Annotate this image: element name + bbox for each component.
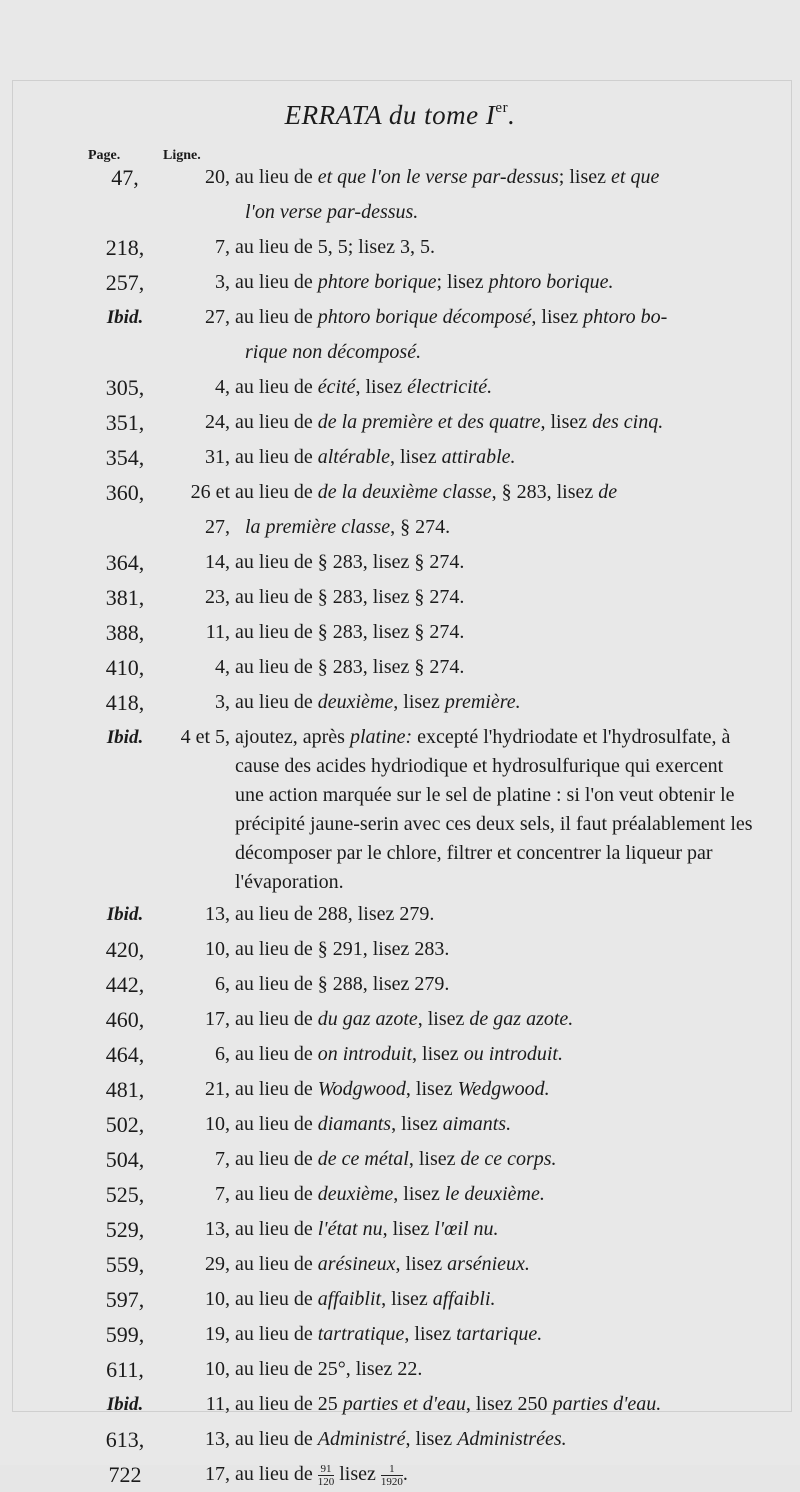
italic-text: attirable. (441, 446, 516, 468)
text: au lieu de (235, 1008, 318, 1030)
text: au lieu de (235, 481, 318, 503)
line-number: 6, (215, 973, 230, 995)
italic-text: phtore borique (317, 271, 437, 293)
text: au lieu de § 291, lisez 283. (235, 938, 450, 960)
text: au lieu de (235, 1428, 318, 1450)
line-number: 10, (205, 1288, 230, 1310)
text: au lieu de (235, 1463, 318, 1485)
errata-row (0, 1247, 800, 1282)
page-number: 502, (105, 1112, 145, 1137)
text: au lieu de (235, 1288, 318, 1310)
page-number: 525, (105, 1182, 145, 1207)
text: au lieu de (235, 1183, 318, 1205)
correction-text (235, 545, 755, 580)
correction-text (235, 897, 755, 932)
errata-row (0, 1317, 800, 1352)
errata-row (0, 1387, 800, 1422)
page-number: Ibid. (106, 904, 144, 925)
italic-text: de la deuxième classe (317, 481, 492, 503)
page-number: 305, (105, 375, 145, 400)
text: ; lisez (558, 166, 612, 188)
errata-row (0, 160, 800, 230)
continuation-line (235, 510, 755, 545)
line-number: 24, (205, 411, 230, 433)
correction-text (235, 1282, 755, 1317)
line-number: 20, (205, 166, 230, 188)
text: au lieu de (235, 271, 318, 293)
correction-text (235, 1212, 755, 1247)
italic-text: on introduit (317, 1043, 413, 1065)
italic-text: l'état nu (317, 1218, 383, 1240)
errata-row (0, 897, 800, 932)
fraction-denominator: 1920 (380, 1475, 403, 1488)
page-number: 613, (105, 1427, 145, 1452)
text: , lisez (408, 1148, 461, 1170)
text: ajoutez, après (235, 726, 350, 748)
page-number: 504, (105, 1147, 145, 1172)
page-title (0, 100, 800, 131)
text: au lieu de (235, 411, 318, 433)
italic-text: de (598, 481, 618, 503)
page-number: 420, (105, 937, 145, 962)
errata-row (0, 1457, 800, 1492)
errata-row (0, 1422, 800, 1457)
fraction-denominator: 120 (317, 1475, 335, 1488)
correction-text (235, 1072, 755, 1107)
page-number: 47, (111, 165, 139, 190)
errata-row (0, 967, 800, 1002)
fraction (381, 1463, 403, 1488)
page-number: 559, (105, 1252, 145, 1277)
title-sup: er (495, 100, 509, 116)
correction-text (235, 440, 755, 475)
errata-row (0, 932, 800, 967)
text: , lisez (405, 1078, 458, 1100)
page-number: 442, (105, 972, 145, 997)
text: au lieu de (235, 166, 318, 188)
correction-text (235, 685, 755, 720)
correction-text (235, 1142, 755, 1177)
correction-text (235, 650, 755, 685)
continuation-line (235, 335, 755, 370)
errata-row (0, 650, 800, 685)
text: au lieu de (235, 1148, 318, 1170)
italic-text: électricité. (407, 376, 493, 398)
text: , § 283, lisez (491, 481, 599, 503)
italic-text: Administré (317, 1428, 406, 1450)
text: au lieu de (235, 1218, 318, 1240)
line-number: 3, (215, 271, 230, 293)
text: au lieu de 25°, lisez 22. (235, 1358, 423, 1380)
line-number: 10, (205, 938, 230, 960)
correction-text (235, 615, 755, 650)
italic-text: rique non décomposé. (245, 341, 422, 363)
line-number: 6, (215, 1043, 230, 1065)
italic-text: ou introduit. (463, 1043, 563, 1065)
text: , lisez (355, 376, 408, 398)
text: , lisez (389, 446, 442, 468)
italic-text: de la première et des quatre (317, 411, 541, 433)
text: , lisez 250 (465, 1393, 553, 1415)
italic-text: l'œil nu. (434, 1218, 499, 1240)
italic-text: de ce corps. (460, 1148, 557, 1170)
title-end: . (508, 100, 516, 130)
italic-text: Administrées. (457, 1428, 567, 1450)
line-number: 4 et 5, (180, 726, 230, 748)
errata-row (0, 405, 800, 440)
italic-text: tartarique. (456, 1323, 543, 1345)
text: au lieu de (235, 1113, 318, 1135)
text: au lieu de 25 (235, 1393, 343, 1415)
text: au lieu de (235, 1253, 318, 1275)
italic-text: la première classe (245, 516, 391, 538)
italic-text: de ce métal (317, 1148, 409, 1170)
line-number: 11, (205, 1393, 230, 1415)
italic-text: phtoro borique. (488, 271, 614, 293)
line-number: 14, (205, 551, 230, 573)
errata-row (0, 580, 800, 615)
correction-text (235, 405, 755, 440)
column-header-page: Page. (88, 148, 121, 163)
italic-text: arsénieux. (447, 1253, 530, 1275)
text: ; lisez (436, 271, 489, 293)
page-number: 529, (105, 1217, 145, 1242)
page-number: 410, (105, 655, 145, 680)
italic-text: deuxième (317, 691, 394, 713)
page-number: 460, (105, 1007, 145, 1032)
italic-text: parties et d'eau (342, 1393, 466, 1415)
line-number: 4, (215, 376, 230, 398)
italic-text: arésineux (317, 1253, 396, 1275)
page-number: 364, (105, 550, 145, 575)
errata-row (0, 265, 800, 300)
fraction-numerator: 91 (318, 1463, 335, 1476)
errata-row (0, 1142, 800, 1177)
errata-row (0, 1002, 800, 1037)
errata-row (0, 370, 800, 405)
errata-list (0, 160, 800, 1492)
italic-text: l'on verse par-dessus. (245, 201, 419, 223)
errata-row (0, 440, 800, 475)
italic-text: affaiblit (317, 1288, 382, 1310)
text: , lisez (531, 306, 584, 328)
italic-text: le deuxième. (444, 1183, 545, 1205)
correction-text (235, 265, 755, 300)
correction-text (235, 1037, 755, 1072)
text: au lieu de (235, 376, 318, 398)
continuation-line (235, 195, 755, 230)
italic-text: Wodgwood (317, 1078, 406, 1100)
errata-row (0, 615, 800, 650)
italic-text: Wedgwood. (457, 1078, 550, 1100)
errata-row (0, 1352, 800, 1387)
text: . (402, 1463, 408, 1485)
text: , lisez (404, 1323, 457, 1345)
line-number: 7, (215, 236, 230, 258)
text: au lieu de (235, 446, 318, 468)
page-number: Ibid. (106, 727, 144, 748)
text: au lieu de § 283, lisez § 274. (235, 621, 465, 643)
text: , lisez (417, 1008, 470, 1030)
correction-text (235, 300, 755, 370)
correction-text (235, 1107, 755, 1142)
correction-text (235, 1002, 755, 1037)
text: au lieu de (235, 1323, 318, 1345)
correction-text (235, 1387, 755, 1422)
errata-row (0, 720, 800, 897)
fraction (318, 1463, 335, 1488)
correction-text (235, 580, 755, 615)
errata-row (0, 545, 800, 580)
page-number: Ibid. (106, 1394, 144, 1415)
correction-text (235, 1317, 755, 1352)
page-number: 351, (105, 410, 145, 435)
page-number: 360, (105, 480, 145, 505)
italic-text: tartratique (317, 1323, 405, 1345)
page-number: 354, (105, 445, 145, 470)
page-number: 611, (106, 1357, 144, 1382)
errata-row (0, 1282, 800, 1317)
correction-text (235, 720, 755, 897)
italic-text: platine: (349, 726, 413, 748)
text: au lieu de (235, 1078, 318, 1100)
text: au lieu de (235, 691, 318, 713)
italic-text: phtoro bo- (583, 306, 668, 328)
fraction-numerator: 1 (381, 1463, 403, 1476)
correction-text (235, 160, 755, 230)
text: , lisez (540, 411, 593, 433)
column-header-line: Ligne. (163, 148, 201, 163)
errata-row (0, 685, 800, 720)
errata-row (0, 1037, 800, 1072)
italic-text: de gaz azote. (469, 1008, 574, 1030)
text: , lisez (391, 1113, 443, 1135)
correction-text (235, 1352, 755, 1387)
page-number: 381, (105, 585, 145, 610)
line-number: 31, (205, 446, 230, 468)
page-number: 218, (105, 235, 145, 260)
line-number: 27, (205, 306, 230, 328)
italic-text: et que l'on le verse par-dessus (317, 166, 559, 188)
text: , lisez (405, 1428, 458, 1450)
text: au lieu de (235, 306, 318, 328)
errata-row (0, 475, 800, 545)
correction-text (235, 1422, 755, 1457)
correction-text (235, 1247, 755, 1282)
line-number: 13, (205, 1428, 230, 1450)
page-number: 388, (105, 620, 145, 645)
correction-text (235, 967, 755, 1002)
page-number: 481, (105, 1077, 145, 1102)
italic-text: des cinq. (592, 411, 664, 433)
text: au lieu de 288, lisez 279. (235, 903, 435, 925)
italic-text: aimants. (442, 1113, 512, 1135)
line-number: 26 et 27, (190, 481, 230, 538)
text: au lieu de 5, 5; lisez 3, 5. (235, 236, 435, 258)
correction-text (235, 475, 755, 545)
text: au lieu de § 288, lisez 279. (235, 973, 450, 995)
text: , lisez (382, 1218, 435, 1240)
text: , lisez (381, 1288, 433, 1310)
text: au lieu de § 283, lisez § 274. (235, 551, 465, 573)
line-number: 7, (215, 1183, 230, 1205)
correction-text (235, 230, 755, 265)
errata-row (0, 300, 800, 370)
page-number: 418, (105, 690, 145, 715)
text: lisez (334, 1463, 381, 1485)
text: , lisez (395, 1253, 448, 1275)
italic-text: altérable (317, 446, 390, 468)
page-number: 597, (105, 1287, 145, 1312)
line-number: 7, (215, 1148, 230, 1170)
page-number: 464, (105, 1042, 145, 1067)
line-number: 10, (205, 1358, 230, 1380)
text: , lisez (393, 691, 445, 713)
page-number: 257, (105, 270, 145, 295)
line-number: 23, (205, 586, 230, 608)
line-number: 13, (205, 1218, 230, 1240)
line-number: 19, (205, 1323, 230, 1345)
page-number: 599, (105, 1322, 145, 1347)
line-number: 17, (205, 1008, 230, 1030)
errata-row (0, 1072, 800, 1107)
errata-row (0, 1177, 800, 1212)
line-number: 11, (205, 621, 230, 643)
text: , § 274. (390, 516, 451, 538)
italic-text: deuxième (317, 1183, 394, 1205)
errata-row (0, 1212, 800, 1247)
line-number: 3, (215, 691, 230, 713)
italic-text: affaibli. (432, 1288, 496, 1310)
italic-text: parties d'eau. (552, 1393, 662, 1415)
title-errata: ERRATA (284, 100, 382, 130)
errata-row (0, 1107, 800, 1142)
correction-text (235, 1177, 755, 1212)
page-number: 722 (108, 1462, 142, 1487)
line-number: 10, (205, 1113, 230, 1135)
italic-text: du gaz azote (317, 1008, 418, 1030)
correction-text (235, 932, 755, 967)
title-rest: du tome I (381, 100, 496, 130)
line-number: 21, (205, 1078, 230, 1100)
italic-text: première. (444, 691, 521, 713)
errata-row (0, 230, 800, 265)
line-number: 4, (215, 656, 230, 678)
line-number: 13, (205, 903, 230, 925)
italic-text: écité (317, 376, 356, 398)
text: excepté l'hydriodate et l'hydrosulfate, à cause des acides hydriodique et hydrosulfurique qui exercent une action marquée sur le sel de platine : si l'on veut obtenir le précipité jaune-serin avec ces deux sels, il faut préalablement les décomposer par le chlore, filtrer et concentrer la liqueur par l'évaporation. (235, 726, 753, 893)
correction-text (235, 370, 755, 405)
line-number: 29, (205, 1253, 230, 1275)
text: , lisez (412, 1043, 464, 1065)
text: au lieu de § 283, lisez § 274. (235, 656, 465, 678)
italic-text: et que (611, 166, 660, 188)
line-number: 17, (205, 1463, 230, 1485)
italic-text: diamants (317, 1113, 392, 1135)
italic-text: phtoro borique décomposé (317, 306, 532, 328)
page-number: Ibid. (106, 307, 144, 328)
correction-text (235, 1457, 755, 1492)
text: au lieu de (235, 1043, 318, 1065)
text: au lieu de § 283, lisez § 274. (235, 586, 465, 608)
text: , lisez (393, 1183, 445, 1205)
